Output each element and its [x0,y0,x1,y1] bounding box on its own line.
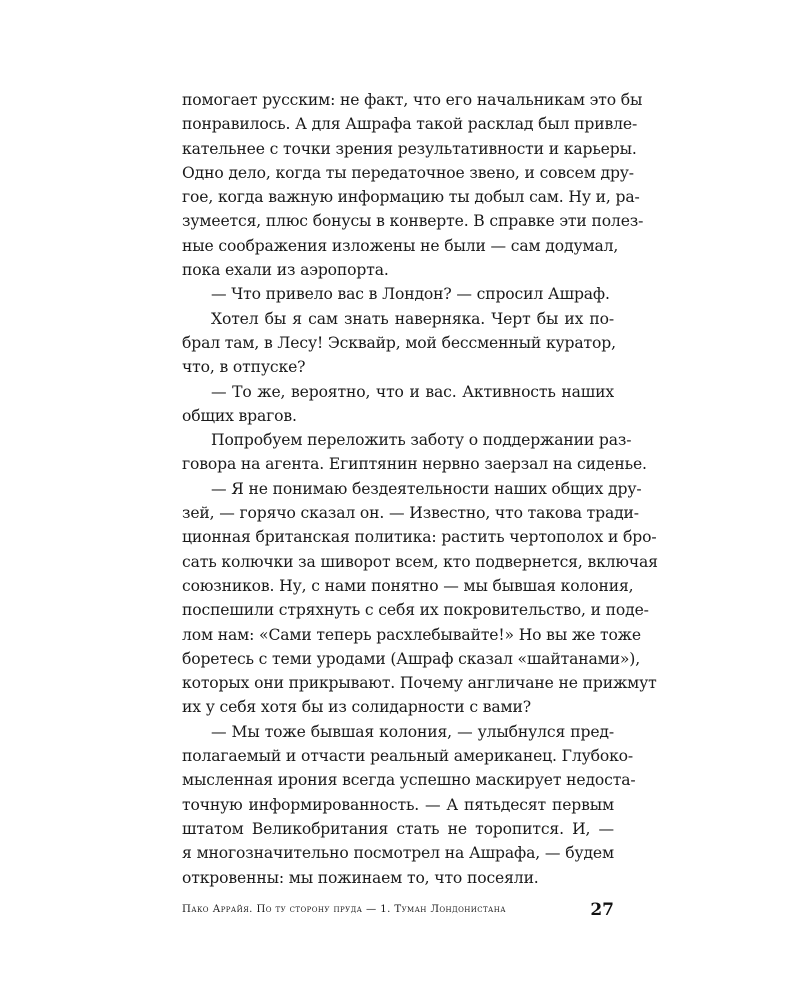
text-line: ционная британская политика: растить чертополох и бро- [182,528,657,547]
text-line: — Мы тоже бывшая колония, — улыбнулся пред- [211,722,614,741]
text-line: кательнее с точки зрения результативности и карьеры. [182,139,637,158]
text-line: зумеется, плюс бонусы в конверте. В справке эти полез- [182,212,644,231]
text-line: точную информированность. — А пятьдесят первым [182,795,614,814]
text-line: полагаемый и отчасти реальный американец. Глубоко- [182,747,634,766]
page-body [182,88,658,890]
text-line: боретесь с теми уродами (Ашраф сказал «шайтанами»), [182,649,641,668]
text-line: которых они прикрывают. Почему англичане не прижмут [182,674,657,693]
text-line: Хотел бы я сам знать наверняка. Черт бы их по- [211,309,614,328]
text-line: понравилось. А для Ашрафа такой расклад был привле- [182,115,638,134]
text-line: откровенны: мы пожинаем то, что посеяли. [182,868,539,887]
text-line: общих врагов. [182,406,297,425]
text-line: Попробуем переложить заботу о поддержании раз- [211,431,632,450]
text-line: пока ехали из аэропорта. [182,261,389,280]
text-line: зей, — горячо сказал он. — Известно, что такова тради- [182,504,639,523]
text-line: — То же, вероятно, что и вас. Активность наших [211,382,614,401]
text-line: — Я не понимаю бездеятельности наших общих дру- [211,479,642,498]
text-line: ные соображения изложены не были — сам додумал, [182,236,619,255]
text-line: штатом Великобритания стать не торопится. И, — [182,819,614,838]
text-line: говора на агента. Египтянин нервно заерзал на сиденье. [182,455,647,474]
text-line: мысленная ирония всегда успешно маскирует недоста- [182,771,636,790]
text-line: их у себя хотя бы из солидарности с вами? [182,698,531,717]
text-line: гое, когда важную информацию ты добыл сам. Ну и, ра- [182,188,640,207]
page-footer [182,902,614,926]
text-line: поспешили стряхнуть с себя их покровительство, и поде- [182,601,649,620]
text-line: помогает русским: не факт, что его начальникам это бы [182,91,643,109]
text-line: — Что привело вас в Лондон? — спросил Ашраф. [211,285,610,304]
page-number: 27 [590,900,614,920]
text-line: сать колючки за шиворот всем, кто подвернется, включая [182,552,658,571]
text-line: лом нам: «Сами теперь расхлебывайте!» Но вы же тоже [182,625,641,644]
running-head: Пако Аррайя. По ту сторону пруда — 1. Туман Лондонистана [182,904,506,915]
text-line: я многозначительно посмотрел на Ашрафа, — будем [182,844,614,863]
text-line: что, в отпуске? [182,358,306,377]
text-line: союзников. Ну, с нами понятно — мы бывшая колония, [182,576,634,595]
text-line: Одно дело, когда ты передаточное звено, и совсем дру- [182,163,634,182]
text-line: брал там, в Лесу! Эсквайр, мой бессменный куратор, [182,333,616,352]
